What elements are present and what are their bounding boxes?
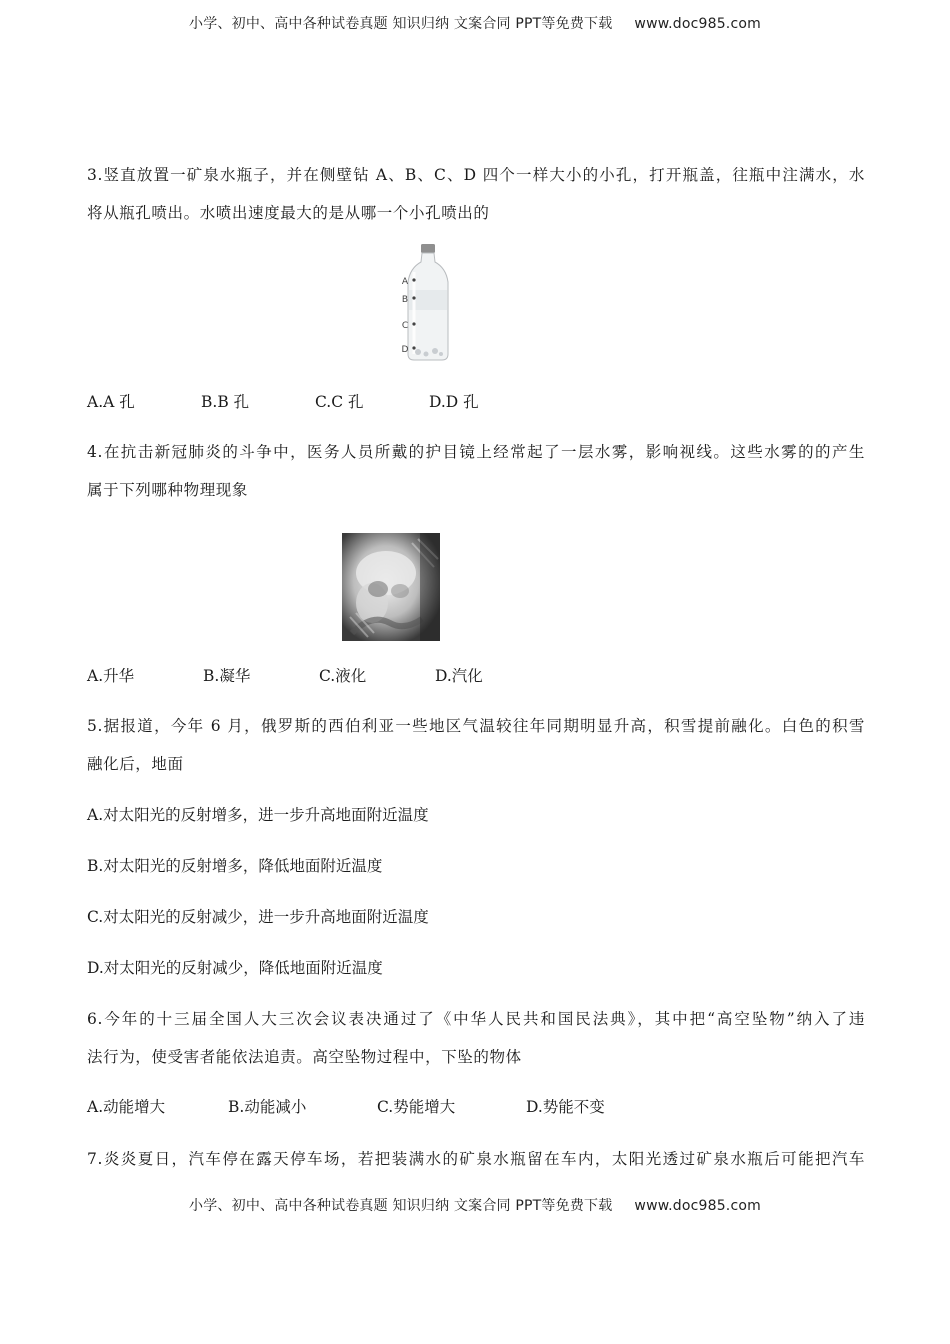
q4-option-d: D.汽化 <box>435 667 483 685</box>
q3-option-d: D.D 孔 <box>429 393 479 411</box>
q5-option-d: D.对太阳光的反射减少，降低地面附近温度 <box>87 959 383 977</box>
label-b: B <box>401 295 409 305</box>
header-text: 小学、初中、高中各种试卷真题 知识归纳 文案合同 PPT等免费下载 <box>189 16 613 32</box>
hole-a <box>412 278 415 281</box>
q6-option-d: D.势能不变 <box>526 1098 605 1116</box>
q5-option-c: C.对太阳光的反射减少，进一步升高地面附近温度 <box>87 908 429 926</box>
q4-stem-line2: 属于下列哪种物理现象 <box>87 481 249 499</box>
q6-stem-line2: 法行为，使受害者能依法追责。高空坠物过程中，下坠的物体 <box>87 1048 522 1066</box>
q4-option-a: A.升华 <box>87 667 135 685</box>
q3-option-a: A.A 孔 <box>87 393 135 411</box>
page-footer <box>0 1195 950 1215</box>
header-url[interactable]: www.doc985.com <box>634 16 761 32</box>
bottle-cap <box>421 244 435 253</box>
q7-stem-line1: 7.炎炎夏日，汽车停在露天停车场，若把装满水的矿泉水瓶留在车内，太阳光透过矿泉水瓶后可能把汽车 <box>87 1150 865 1168</box>
label-c: C <box>401 321 409 331</box>
q6-option-c: C.势能增大 <box>377 1098 456 1116</box>
fogged-goggles-photo <box>342 533 440 641</box>
q6-option-a: A.动能增大 <box>87 1098 166 1116</box>
page-header <box>0 13 950 33</box>
q4-option-b: B.凝华 <box>203 667 251 685</box>
q5-stem-line1: 5.据报道，今年 6 月，俄罗斯的西伯利亚一些地区气温较往年同期明显升高，积雪提前融化。白色的积雪 <box>87 717 865 735</box>
q6-stem-line1: 6.今年的十三届全国人大三次会议表决通过了《中华人民共和国民法典》，其中把“高空坠物”纳入了违 <box>87 1010 865 1028</box>
q4-option-c: C.液化 <box>319 667 367 685</box>
q5-option-a: A.对太阳光的反射增多，进一步升高地面附近温度 <box>87 806 429 824</box>
q3-stem-line2: 将从瓶孔喷出。水喷出速度最大的是从哪一个小孔喷出的 <box>87 204 490 222</box>
q4-stem-line1: 4.在抗击新冠肺炎的斗争中，医务人员所戴的护目镜上经常起了一层水雾，影响视线。这些水雾的的产生 <box>87 443 865 461</box>
hole-c <box>412 322 415 325</box>
water-bottle-figure <box>386 242 466 364</box>
q3-option-b: B.B 孔 <box>201 393 250 411</box>
q3-option-c: C.C 孔 <box>315 393 364 411</box>
label-a: A <box>401 277 409 287</box>
label-d: D <box>401 345 409 355</box>
hole-b <box>412 296 415 299</box>
q6-option-b: B.动能减小 <box>228 1098 307 1116</box>
q5-option-b: B.对太阳光的反射增多，降低地面附近温度 <box>87 857 383 875</box>
footer-url[interactable]: www.doc985.com <box>634 1198 761 1214</box>
hole-d <box>412 346 415 349</box>
q5-stem-line2: 融化后，地面 <box>87 755 184 773</box>
q3-stem-line1: 3.竖直放置一矿泉水瓶子，并在侧壁钻 A、B、C、D 四个一样大小的小孔，打开瓶盖，往瓶中注满水，水 <box>87 166 865 184</box>
footer-text: 小学、初中、高中各种试卷真题 知识归纳 文案合同 PPT等免费下载 <box>189 1198 613 1214</box>
